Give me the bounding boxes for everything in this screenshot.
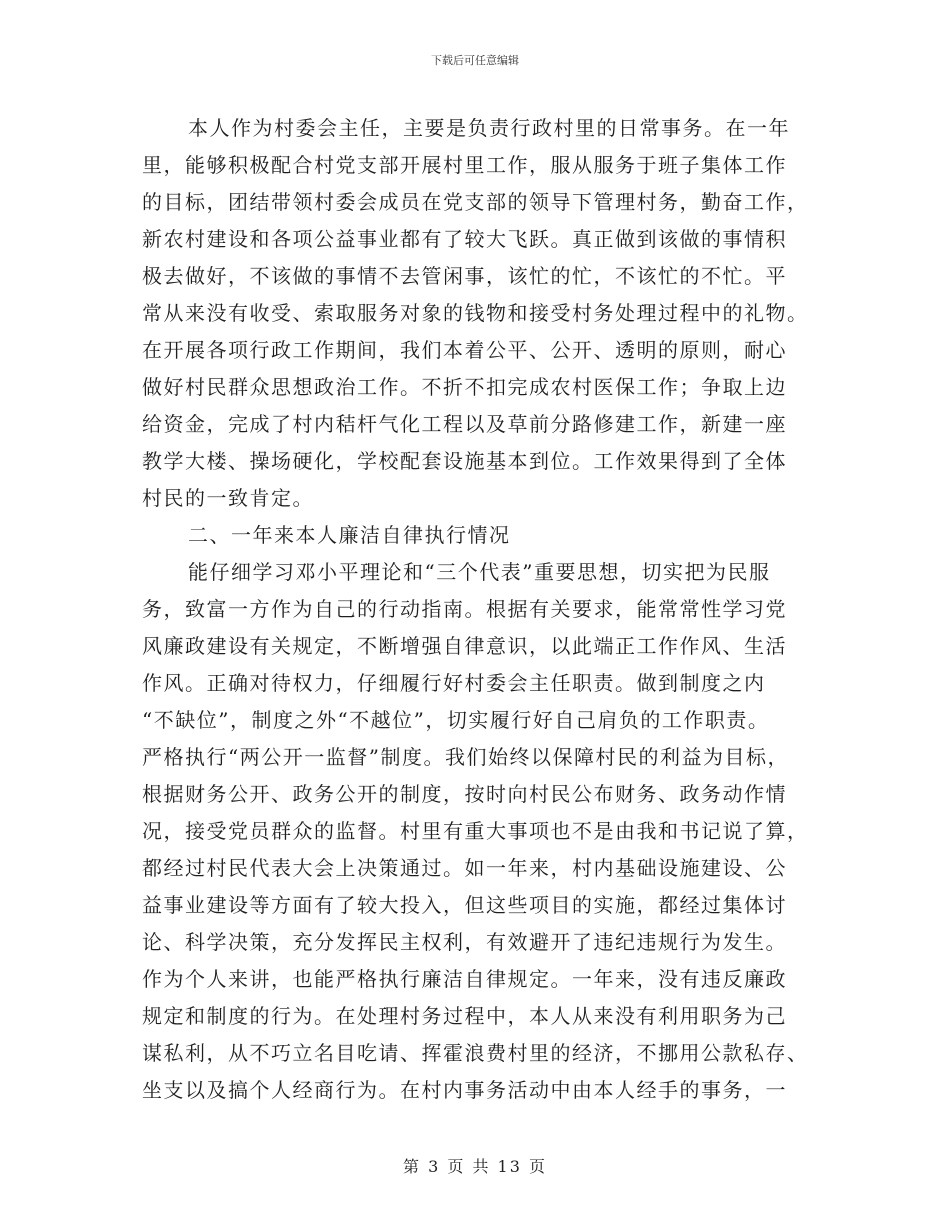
section-heading: 二、一年来本人廉洁自律执行情况	[188, 523, 511, 547]
text-line: 做好村民群众思想政治工作。不折不扣完成农村医保工作；争取上边	[142, 375, 787, 399]
text-line: 谋私利，从不巧立名目吃请、挥霍浪费村里的经济，不挪用公款私存、	[142, 1041, 809, 1065]
text-line: 教学大楼、操场硬化，学校配套设施基本到位。工作效果得到了全体	[142, 449, 787, 473]
text-line: 在开展各项行政工作期间，我们本着公平、公开、透明的原则，耐心	[142, 338, 787, 362]
text-line: 新农村建设和各项公益事业都有了较大飞跃。真正做到该做的事情积	[142, 227, 787, 251]
text-line: 益事业建设等方面有了较大投入，但这些项目的实施，都经过集体讨	[142, 893, 787, 917]
text-line: 的目标，团结带领村委会成员在党支部的领导下管理村务，勤奋工作，	[142, 190, 809, 214]
text-line: 严格执行“两公开一监督”制度。我们始终以保障村民的利益为目标，	[142, 745, 789, 769]
text-line: 常从来没有收受、索取服务对象的钱物和接受村务处理过程中的礼物。	[142, 301, 809, 325]
text-line: 根据财务公开、政务公开的制度，按时向村民公布财务、政务动作情	[142, 782, 787, 806]
text-line: 都经过村民代表大会上决策通过。如一年来，村内基础设施建设、公	[142, 856, 787, 880]
body-text	[142, 110, 807, 1109]
text-line: 能仔细学习邓小平理论和“三个代表”重要思想，切实把为民服	[188, 560, 771, 584]
text-line: 极去做好，不该做的事情不去管闲事，该忙的忙，不该忙的不忙。平	[142, 264, 787, 288]
text-line: 风廉政建设有关规定，不断增强自律意识，以此端正工作作风、生活	[142, 634, 787, 658]
text-line: 作为个人来讲，也能严格执行廉洁自律规定。一年来，没有违反廉政	[142, 967, 787, 991]
text-line: 坐支以及搞个人经商行为。在村内事务活动中由本人经手的事务，一	[142, 1078, 787, 1102]
page-header-note: 下载后可任意编辑	[431, 54, 519, 67]
text-line: 况，接受党员群众的监督。村里有重大事项也不是由我和书记说了算，	[142, 819, 809, 843]
text-line: 规定和制度的行为。在处理村务过程中，本人从来没有利用职务为己	[142, 1004, 787, 1028]
page-number-footer: 第 3 页 共 13 页	[403, 1157, 547, 1176]
text-line: 村民的一致肯定。	[142, 486, 314, 510]
text-line: 论、科学决策，充分发挥民主权利，有效避开了违纪违规行为发生。	[142, 930, 787, 954]
text-line: 作风。正确对待权力，仔细履行好村委会主任职责。做到制度之内	[142, 671, 766, 695]
text-line: 给资金，完成了村内秸杆气化工程以及草前分路修建工作，新建一座	[142, 412, 787, 436]
text-line: 务，致富一方作为自己的行动指南。根据有关要求，能常常性学习党	[142, 597, 787, 621]
text-line: 本人作为村委会主任，主要是负责行政村里的日常事务。在一年	[188, 116, 790, 140]
text-line: “不缺位”，制度之外“不越位”，切实履行好自己肩负的工作职责。	[142, 708, 770, 732]
text-line: 里，能够积极配合村党支部开展村里工作，服从服务于班子集体工作	[142, 153, 787, 177]
